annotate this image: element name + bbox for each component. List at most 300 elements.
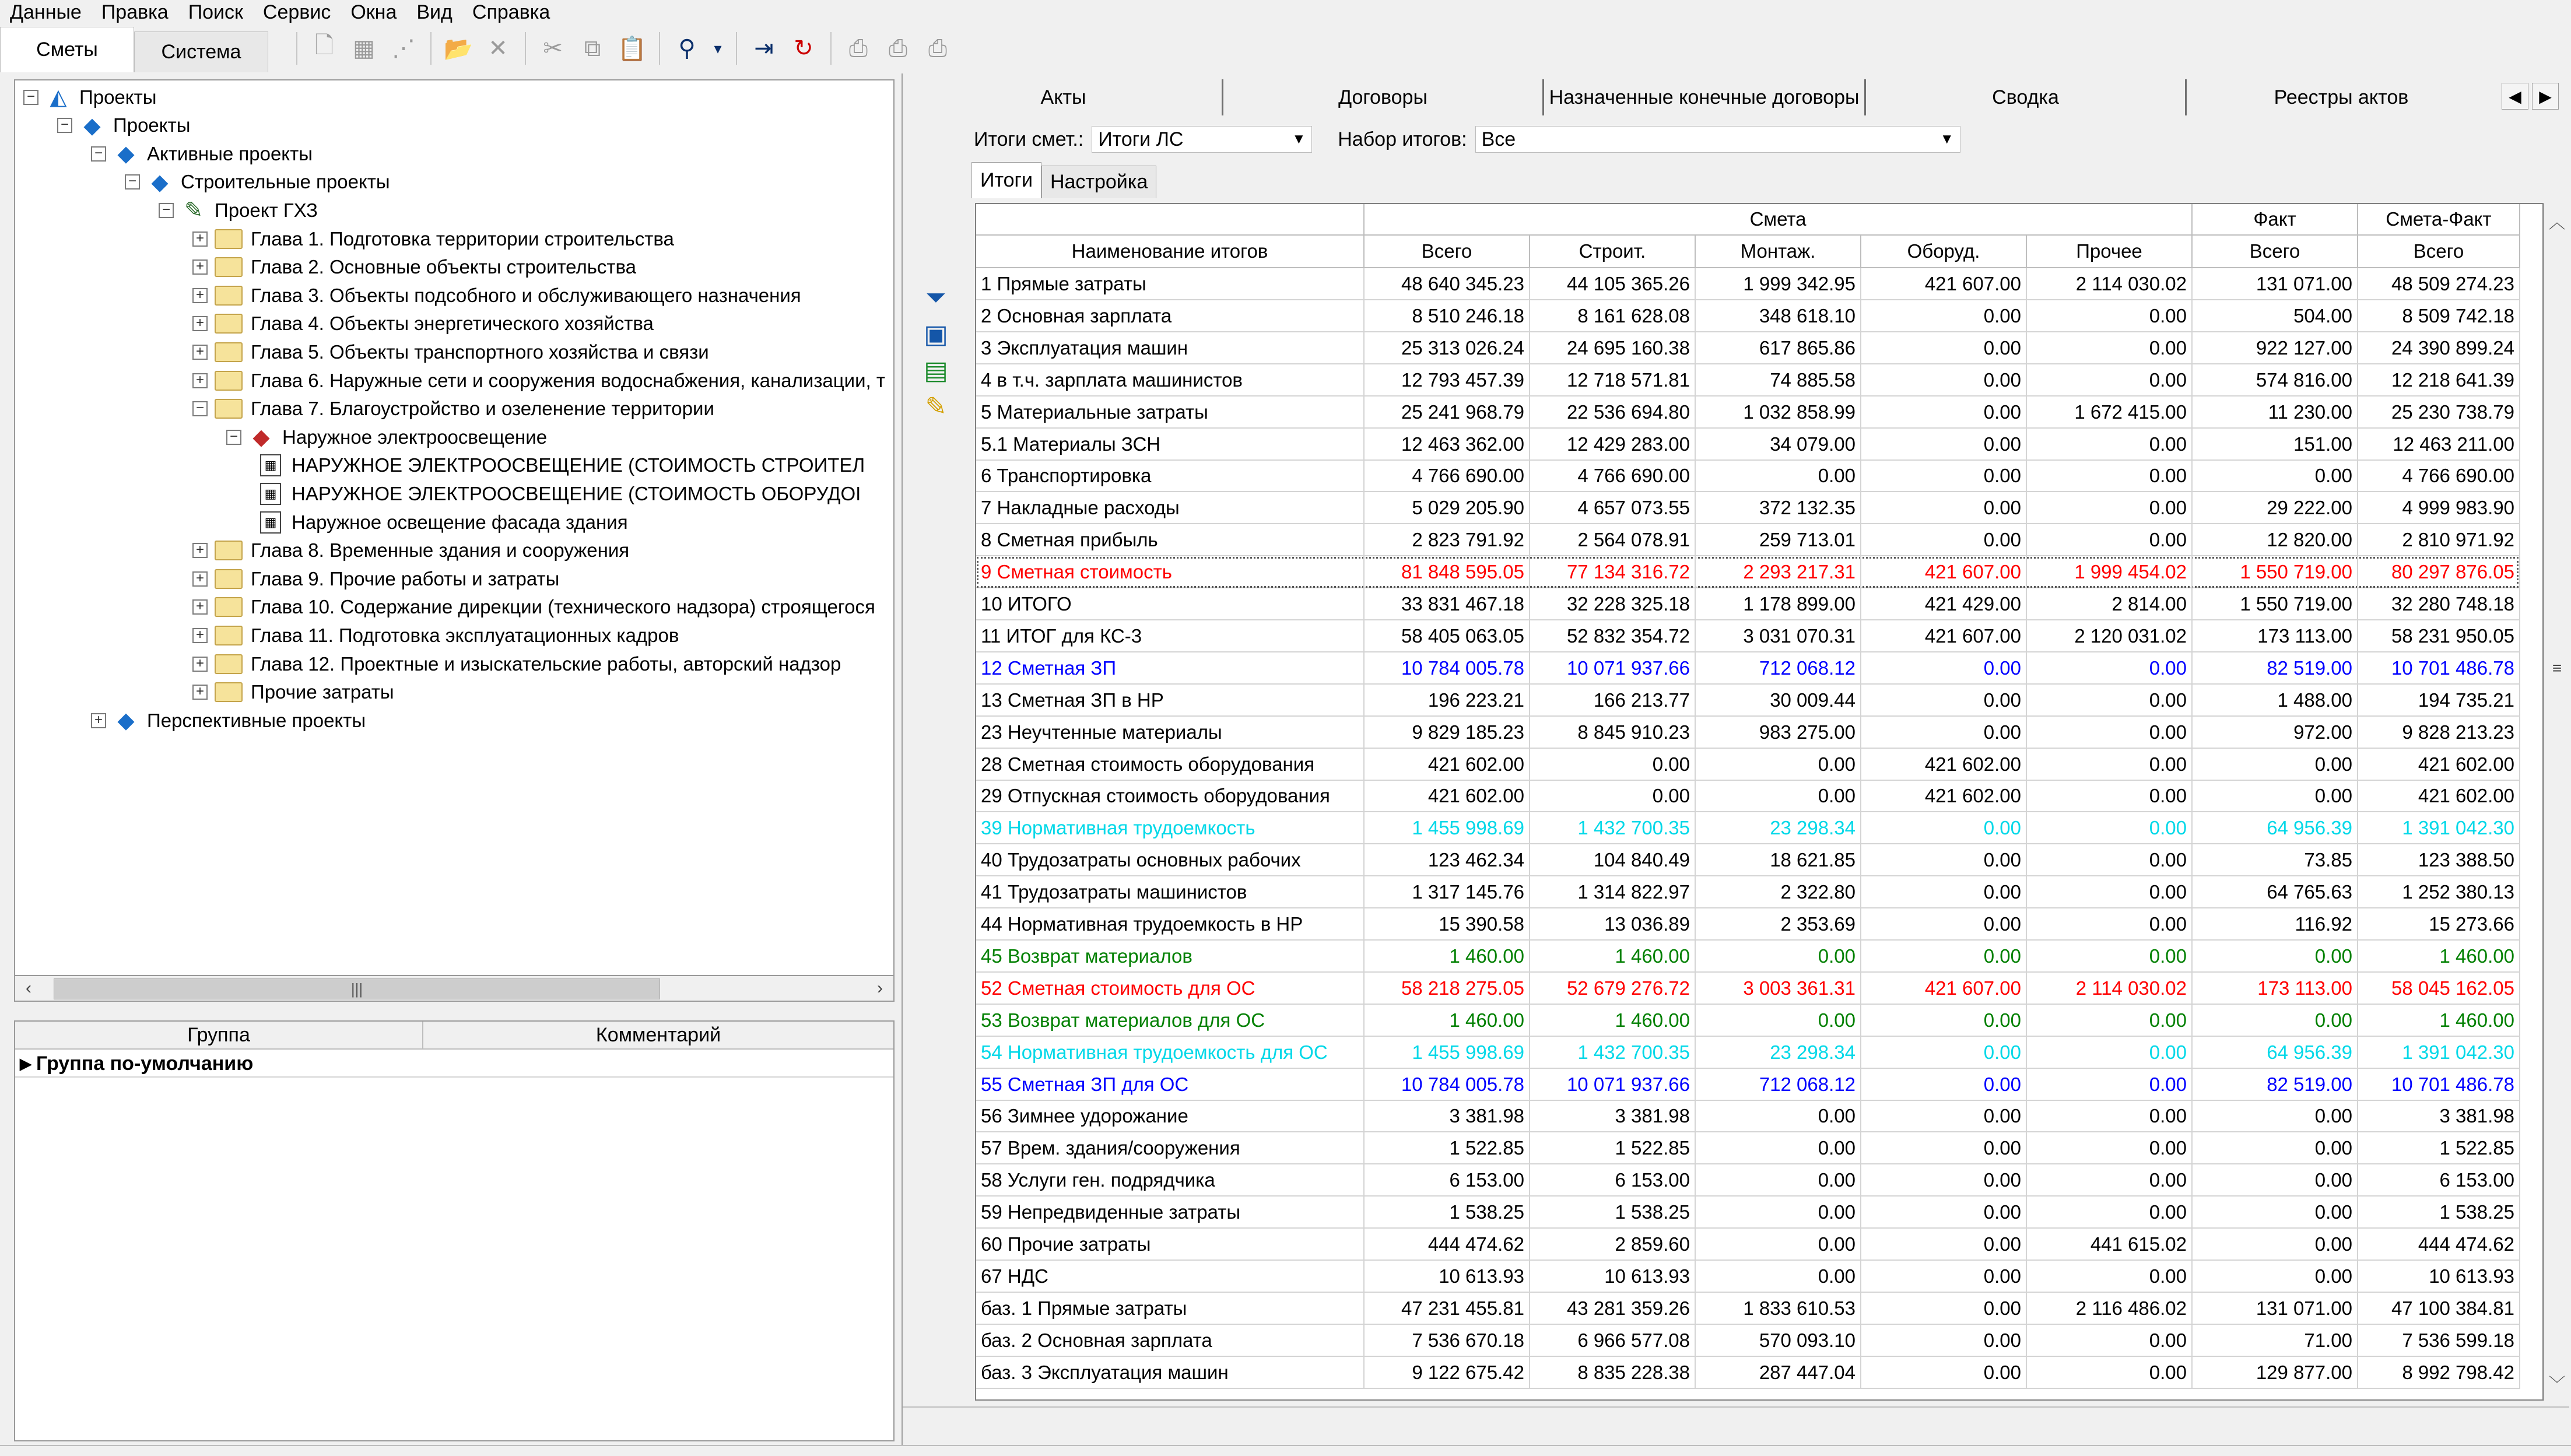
group-column-header[interactable]: Группа — [15, 1022, 423, 1050]
value-cell[interactable]: 0.00 — [1861, 941, 2027, 973]
tree-icon[interactable]: ⋰ — [392, 36, 415, 61]
value-cell[interactable]: 64 765.63 — [2193, 876, 2358, 908]
menu-item-6[interactable]: Справка — [472, 1, 550, 23]
value-cell[interactable]: 1 460.00 — [1530, 941, 1696, 973]
row-name-cell[interactable]: 28 Сметная стоимость оборудования — [976, 749, 1365, 781]
expand-icon[interactable]: + — [192, 657, 208, 672]
value-cell[interactable]: 1 314 822.97 — [1530, 876, 1696, 908]
column-header[interactable]: Всего — [1365, 236, 1530, 268]
table-row[interactable] — [976, 1325, 2519, 1357]
table-row[interactable] — [976, 332, 2519, 364]
collapse-icon[interactable]: − — [23, 90, 38, 105]
row-name-cell[interactable]: 59 Непредвиденные затраты — [976, 1197, 1365, 1229]
column-header[interactable]: Всего — [2193, 236, 2358, 268]
value-cell[interactable]: 10 071 937.66 — [1530, 652, 1696, 685]
value-cell[interactable]: 0.00 — [1861, 685, 2027, 717]
value-cell[interactable]: 1 522.85 — [1365, 1132, 1530, 1164]
value-cell[interactable]: 0.00 — [1861, 492, 2027, 524]
value-cell[interactable]: 0.00 — [2193, 780, 2358, 812]
value-cell[interactable]: 10 613.93 — [1530, 1261, 1696, 1293]
value-cell[interactable]: 6 153.00 — [1365, 1164, 1530, 1197]
value-cell[interactable]: 712 068.12 — [1696, 652, 1861, 685]
value-cell[interactable]: 0.00 — [2027, 1005, 2193, 1037]
value-cell[interactable]: 441 615.02 — [2027, 1229, 2193, 1261]
value-cell[interactable]: 0.00 — [2027, 1325, 2193, 1357]
value-cell[interactable]: 1 460.00 — [2358, 941, 2520, 973]
collapse-icon[interactable]: − — [192, 401, 208, 416]
value-cell[interactable]: 4 657 073.55 — [1530, 492, 1696, 524]
value-cell[interactable]: 47 100 384.81 — [2358, 1293, 2520, 1325]
tree-node[interactable] — [57, 111, 190, 140]
value-cell[interactable]: 0.00 — [2193, 460, 2358, 492]
value-cell[interactable]: 6 153.00 — [1530, 1164, 1696, 1197]
table-row[interactable] — [976, 524, 2519, 556]
value-cell[interactable]: 5 029 205.90 — [1365, 492, 1530, 524]
tab-akty[interactable]: Акты — [905, 79, 1223, 115]
value-cell[interactable]: 0.00 — [1696, 1197, 1861, 1229]
row-name-cell[interactable]: баз. 2 Основная зарплата — [976, 1325, 1365, 1357]
table-row[interactable] — [976, 685, 2519, 717]
value-cell[interactable]: 0.00 — [2027, 685, 2193, 717]
value-cell[interactable]: 1 522.85 — [2358, 1132, 2520, 1164]
value-cell[interactable]: 1 460.00 — [1365, 941, 1530, 973]
value-cell[interactable]: 0.00 — [1861, 1100, 2027, 1132]
value-cell[interactable]: 0.00 — [1861, 332, 2027, 364]
row-name-cell[interactable]: 13 Сметная ЗП в НР — [976, 685, 1365, 717]
table-row[interactable] — [976, 300, 2519, 332]
row-name-cell[interactable]: 29 Отпускная стоимость оборудования — [976, 780, 1365, 812]
value-cell[interactable]: 9 828 213.23 — [2358, 717, 2520, 749]
value-cell[interactable]: 43 281 359.26 — [1530, 1293, 1696, 1325]
value-cell[interactable]: 421 429.00 — [1861, 588, 2027, 620]
expand-icon[interactable]: + — [192, 543, 208, 558]
row-name-cell[interactable]: 5 Материальные затраты — [976, 397, 1365, 429]
value-cell[interactable]: 58 405 063.05 — [1365, 620, 1530, 652]
cut-icon[interactable]: ✂ — [543, 36, 563, 61]
table-row[interactable] — [976, 973, 2519, 1005]
value-cell[interactable]: 1 455 998.69 — [1365, 1037, 1530, 1069]
table-row[interactable] — [976, 492, 2519, 524]
value-cell[interactable]: 574 816.00 — [2193, 364, 2358, 397]
table-row[interactable] — [976, 429, 2519, 461]
value-cell[interactable]: 0.00 — [1696, 1100, 1861, 1132]
value-cell[interactable]: 6 153.00 — [2358, 1164, 2520, 1197]
grid-icon[interactable]: ▦ — [353, 36, 375, 61]
expand-icon[interactable]: + — [192, 259, 208, 275]
value-cell[interactable]: 3 003 361.31 — [1696, 973, 1861, 1005]
value-cell[interactable]: 0.00 — [2027, 460, 2193, 492]
table-row[interactable] — [976, 1164, 2519, 1197]
value-cell[interactable]: 0.00 — [1861, 717, 2027, 749]
value-cell[interactable]: 0.00 — [1696, 780, 1861, 812]
value-cell[interactable]: 0.00 — [2193, 1100, 2358, 1132]
value-cell[interactable]: 123 388.50 — [2358, 844, 2520, 876]
value-cell[interactable]: 0.00 — [2027, 364, 2193, 397]
value-cell[interactable]: 421 602.00 — [1861, 749, 2027, 781]
table-row[interactable] — [976, 1197, 2519, 1229]
value-cell[interactable]: 1 538.25 — [1530, 1197, 1696, 1229]
value-cell[interactable]: 173 113.00 — [2193, 973, 2358, 1005]
tree-node[interactable] — [260, 451, 865, 480]
menu-item-2[interactable]: Поиск — [188, 1, 243, 23]
refresh-icon[interactable]: ↻ — [794, 36, 813, 61]
value-cell[interactable]: 0.00 — [2027, 1037, 2193, 1069]
columns-icon[interactable]: ▣ — [924, 320, 948, 349]
value-cell[interactable]: 2 116 486.02 — [2027, 1293, 2193, 1325]
collapse-icon[interactable]: − — [226, 430, 241, 445]
value-cell[interactable]: 1 999 454.02 — [2027, 556, 2193, 588]
value-cell[interactable]: 10 701 486.78 — [2358, 1069, 2520, 1101]
value-cell[interactable]: 32 228 325.18 — [1530, 588, 1696, 620]
value-cell[interactable]: 47 231 455.81 — [1365, 1293, 1530, 1325]
value-cell[interactable]: 1 999 342.95 — [1696, 268, 1861, 300]
tree-node[interactable] — [226, 423, 547, 451]
value-cell[interactable]: 0.00 — [2027, 1197, 2193, 1229]
row-name-cell[interactable]: 60 Прочие затраты — [976, 1229, 1365, 1261]
table-row[interactable] — [976, 1005, 2519, 1037]
value-cell[interactable]: 2 120 031.02 — [2027, 620, 2193, 652]
value-cell[interactable]: 0.00 — [1696, 1132, 1861, 1164]
value-cell[interactable]: 922 127.00 — [2193, 332, 2358, 364]
value-cell[interactable]: 421 602.00 — [1365, 780, 1530, 812]
value-cell[interactable]: 32 280 748.18 — [2358, 588, 2520, 620]
row-name-cell[interactable]: 2 Основная зарплата — [976, 300, 1365, 332]
value-cell[interactable]: 77 134 316.72 — [1530, 556, 1696, 588]
itogi-select[interactable] — [1092, 126, 1312, 153]
value-cell[interactable]: 0.00 — [2027, 1100, 2193, 1132]
value-cell[interactable]: 0.00 — [2027, 1261, 2193, 1293]
table-row[interactable] — [976, 1229, 2519, 1261]
value-cell[interactable]: 2 810 971.92 — [2358, 524, 2520, 556]
tab-svodka[interactable]: Сводка — [1866, 79, 2187, 115]
value-cell[interactable]: 0.00 — [2027, 717, 2193, 749]
value-cell[interactable]: 58 045 162.05 — [2358, 973, 2520, 1005]
value-cell[interactable]: 0.00 — [1861, 812, 2027, 844]
value-cell[interactable]: 166 213.77 — [1530, 685, 1696, 717]
export-icon[interactable]: ⇥ — [754, 36, 774, 61]
value-cell[interactable]: 48 640 345.23 — [1365, 268, 1530, 300]
tree-node[interactable] — [192, 678, 394, 707]
value-cell[interactable]: 12 718 571.81 — [1530, 364, 1696, 397]
value-cell[interactable]: 0.00 — [2027, 1357, 2193, 1389]
value-cell[interactable]: 1 391 042.30 — [2358, 1037, 2520, 1069]
column-header[interactable]: Всего — [2358, 236, 2520, 268]
print-icon[interactable]: ⎙ — [849, 35, 868, 61]
row-name-cell[interactable]: 58 Услуги ген. подрядчика — [976, 1164, 1365, 1197]
value-cell[interactable]: 1 833 610.53 — [1696, 1293, 1861, 1325]
expand-icon[interactable]: + — [192, 345, 208, 360]
value-cell[interactable]: 0.00 — [1861, 1261, 2027, 1293]
value-cell[interactable]: 48 509 274.23 — [2358, 268, 2520, 300]
group-row[interactable] — [15, 1051, 893, 1078]
expand-icon[interactable]: + — [192, 316, 208, 331]
menu-item-3[interactable]: Сервис — [262, 1, 331, 23]
value-cell[interactable]: 12 218 641.39 — [2358, 364, 2520, 397]
value-cell[interactable]: 1 550 719.00 — [2193, 556, 2358, 588]
value-cell[interactable]: 0.00 — [1696, 749, 1861, 781]
value-cell[interactable]: 0.00 — [1861, 1325, 2027, 1357]
value-cell[interactable]: 9 122 675.42 — [1365, 1357, 1530, 1389]
table-row[interactable] — [976, 876, 2519, 908]
tree-node[interactable] — [192, 593, 875, 622]
value-cell[interactable]: 194 735.21 — [2358, 685, 2520, 717]
value-cell[interactable]: 58 231 950.05 — [2358, 620, 2520, 652]
value-cell[interactable]: 9 829 185.23 — [1365, 717, 1530, 749]
row-name-cell[interactable]: 7 Накладные расходы — [976, 492, 1365, 524]
value-cell[interactable]: 1 522.85 — [1530, 1132, 1696, 1164]
value-cell[interactable]: 372 132.35 — [1696, 492, 1861, 524]
value-cell[interactable]: 0.00 — [1861, 1037, 2027, 1069]
column-header[interactable]: Прочее — [2027, 236, 2193, 268]
value-cell[interactable]: 10 784 005.78 — [1365, 652, 1530, 685]
value-cell[interactable]: 1 460.00 — [1365, 1005, 1530, 1037]
value-cell[interactable]: 0.00 — [2193, 1132, 2358, 1164]
value-cell[interactable]: 25 230 738.79 — [2358, 397, 2520, 429]
value-cell[interactable]: 0.00 — [2027, 812, 2193, 844]
value-cell[interactable]: 29 222.00 — [2193, 492, 2358, 524]
table-row[interactable] — [976, 780, 2519, 812]
expand-icon[interactable]: + — [91, 713, 106, 728]
row-name-cell[interactable]: 1 Прямые затраты — [976, 268, 1365, 300]
value-cell[interactable]: 2 114 030.02 — [2027, 973, 2193, 1005]
tab-sistema[interactable]: Система — [134, 31, 268, 72]
value-cell[interactable]: 12 463 362.00 — [1365, 429, 1530, 461]
value-cell[interactable]: 1 317 145.76 — [1365, 876, 1530, 908]
value-cell[interactable]: 983 275.00 — [1696, 717, 1861, 749]
value-cell[interactable]: 34 079.00 — [1696, 429, 1861, 461]
table-row[interactable] — [976, 1293, 2519, 1325]
column-header[interactable]: Наименование итогов — [976, 236, 1365, 268]
value-cell[interactable]: 0.00 — [2027, 749, 2193, 781]
value-cell[interactable]: 0.00 — [1861, 908, 2027, 941]
row-name-cell[interactable]: 41 Трудозатраты машинистов — [976, 876, 1365, 908]
value-cell[interactable]: 0.00 — [2027, 1132, 2193, 1164]
value-cell[interactable]: 0.00 — [2193, 1005, 2358, 1037]
value-cell[interactable]: 52 679 276.72 — [1530, 973, 1696, 1005]
value-cell[interactable]: 0.00 — [2027, 941, 2193, 973]
tree-node[interactable] — [91, 139, 313, 168]
value-cell[interactable]: 421 602.00 — [2358, 749, 2520, 781]
row-name-cell[interactable]: 6 Транспортировка — [976, 460, 1365, 492]
table-row[interactable] — [976, 1261, 2519, 1293]
value-cell[interactable]: 25 241 968.79 — [1365, 397, 1530, 429]
value-cell[interactable]: 7 536 670.18 — [1365, 1325, 1530, 1357]
menu-item-1[interactable]: Правка — [101, 1, 169, 23]
row-name-cell[interactable]: баз. 1 Прямые затраты — [976, 1293, 1365, 1325]
tree-horizontal-scrollbar[interactable] — [14, 975, 895, 1002]
value-cell[interactable]: 3 031 070.31 — [1696, 620, 1861, 652]
value-cell[interactable]: 196 223.21 — [1365, 685, 1530, 717]
menu-item-4[interactable]: Окна — [350, 1, 397, 23]
expand-icon[interactable]: + — [192, 373, 208, 388]
expand-icon[interactable]: + — [192, 685, 208, 700]
value-cell[interactable]: 25 313 026.24 — [1365, 332, 1530, 364]
value-cell[interactable]: 10 701 486.78 — [2358, 652, 2520, 685]
value-cell[interactable]: 2 114 030.02 — [2027, 268, 2193, 300]
scroll-left-icon[interactable]: ‹ — [26, 978, 31, 998]
value-cell[interactable]: 22 536 694.80 — [1530, 397, 1696, 429]
value-cell[interactable]: 348 618.10 — [1696, 300, 1861, 332]
value-cell[interactable]: 421 607.00 — [1861, 973, 2027, 1005]
group-header-smeta-fakt[interactable]: Смета-Факт — [2358, 204, 2520, 236]
value-cell[interactable]: 0.00 — [1861, 1197, 2027, 1229]
value-cell[interactable]: 12 820.00 — [2193, 524, 2358, 556]
tab-next-icon[interactable]: ▶ — [2532, 83, 2559, 110]
table-row[interactable] — [976, 941, 2519, 973]
collapse-icon[interactable]: − — [91, 146, 106, 162]
value-cell[interactable]: 0.00 — [2193, 1164, 2358, 1197]
value-cell[interactable]: 15 273.66 — [2358, 908, 2520, 941]
table-row[interactable] — [976, 620, 2519, 652]
value-cell[interactable]: 4 766 690.00 — [1530, 460, 1696, 492]
table-row[interactable] — [976, 268, 2519, 300]
value-cell[interactable]: 0.00 — [1861, 1357, 2027, 1389]
menu-item-0[interactable]: Данные — [10, 1, 82, 23]
value-cell[interactable]: 0.00 — [1696, 1261, 1861, 1293]
value-cell[interactable]: 0.00 — [1861, 652, 2027, 685]
table-row[interactable] — [976, 1132, 2519, 1164]
value-cell[interactable]: 0.00 — [2027, 300, 2193, 332]
tab-itogi[interactable]: Итоги — [971, 162, 1041, 198]
value-cell[interactable]: 421 607.00 — [1861, 620, 2027, 652]
table-row[interactable] — [976, 1357, 2519, 1389]
value-cell[interactable]: 0.00 — [2193, 941, 2358, 973]
value-cell[interactable]: 80 297 876.05 — [2358, 556, 2520, 588]
tree-node[interactable] — [23, 83, 156, 111]
value-cell[interactable]: 0.00 — [1861, 1132, 2027, 1164]
value-cell[interactable]: 10 613.93 — [1365, 1261, 1530, 1293]
value-cell[interactable]: 0.00 — [1530, 749, 1696, 781]
value-cell[interactable]: 64 956.39 — [2193, 1037, 2358, 1069]
expand-icon[interactable]: + — [192, 628, 208, 643]
value-cell[interactable]: 0.00 — [1861, 1229, 2027, 1261]
value-cell[interactable]: 13 036.89 — [1530, 908, 1696, 941]
value-cell[interactable]: 504.00 — [2193, 300, 2358, 332]
tree-node[interactable] — [125, 168, 390, 197]
row-name-cell[interactable]: 55 Сметная ЗП для ОС — [976, 1069, 1365, 1101]
value-cell[interactable]: 1 538.25 — [2358, 1197, 2520, 1229]
value-cell[interactable]: 4 999 983.90 — [2358, 492, 2520, 524]
value-cell[interactable]: 444 474.62 — [2358, 1229, 2520, 1261]
value-cell[interactable]: 0.00 — [2027, 492, 2193, 524]
value-cell[interactable]: 8 161 628.08 — [1530, 300, 1696, 332]
value-cell[interactable]: 0.00 — [2027, 524, 2193, 556]
tree-node[interactable] — [192, 338, 709, 366]
value-cell[interactable]: 0.00 — [2027, 1069, 2193, 1101]
scroll-up-icon[interactable]: ︿ — [2548, 213, 2565, 231]
export-excel-icon[interactable]: ▤ — [924, 356, 948, 385]
value-cell[interactable]: 0.00 — [2027, 1164, 2193, 1197]
tab-smety[interactable]: Сметы — [0, 27, 134, 72]
value-cell[interactable]: 104 840.49 — [1530, 844, 1696, 876]
row-name-cell[interactable]: 57 Врем. здания/сооружения — [976, 1132, 1365, 1164]
value-cell[interactable]: 23 298.34 — [1696, 1037, 1861, 1069]
value-cell[interactable]: 12 463 211.00 — [2358, 429, 2520, 461]
table-row[interactable] — [976, 1069, 2519, 1101]
value-cell[interactable]: 0.00 — [1861, 844, 2027, 876]
column-header[interactable]: Оборуд. — [1861, 236, 2027, 268]
value-cell[interactable]: 972.00 — [2193, 717, 2358, 749]
copy-icon[interactable]: ⧉ — [584, 35, 601, 61]
value-cell[interactable]: 8 835 228.38 — [1530, 1357, 1696, 1389]
row-name-cell[interactable]: 9 Сметная стоимость — [976, 556, 1365, 588]
table-row[interactable] — [976, 812, 2519, 844]
table-row[interactable] — [976, 749, 2519, 781]
column-header[interactable]: Монтаж. — [1696, 236, 1861, 268]
value-cell[interactable]: 0.00 — [2027, 876, 2193, 908]
value-cell[interactable]: 64 956.39 — [2193, 812, 2358, 844]
filter-icon[interactable]: ⏷ — [925, 283, 946, 312]
tree-node[interactable] — [192, 310, 654, 338]
expand-icon[interactable]: + — [192, 599, 208, 615]
value-cell[interactable]: 1 672 415.00 — [2027, 397, 2193, 429]
value-cell[interactable]: 10 071 937.66 — [1530, 1069, 1696, 1101]
value-cell[interactable]: 421 602.00 — [2358, 780, 2520, 812]
value-cell[interactable]: 1 032 858.99 — [1696, 397, 1861, 429]
expand-icon[interactable]: + — [192, 571, 208, 587]
value-cell[interactable]: 8 510 246.18 — [1365, 300, 1530, 332]
value-cell[interactable]: 2 859.60 — [1530, 1229, 1696, 1261]
value-cell[interactable]: 11 230.00 — [2193, 397, 2358, 429]
row-name-cell[interactable]: 5.1 Материалы ЗСН — [976, 429, 1365, 461]
value-cell[interactable]: 0.00 — [2027, 844, 2193, 876]
value-cell[interactable]: 2 322.80 — [1696, 876, 1861, 908]
value-cell[interactable]: 0.00 — [2193, 1229, 2358, 1261]
value-cell[interactable]: 1 432 700.35 — [1530, 812, 1696, 844]
value-cell[interactable]: 173 113.00 — [2193, 620, 2358, 652]
row-name-cell[interactable]: 39 Нормативная трудоемкость — [976, 812, 1365, 844]
row-name-cell[interactable]: 52 Сметная стоимость для ОС — [976, 973, 1365, 1005]
collapse-icon[interactable]: − — [159, 203, 174, 218]
row-name-cell[interactable]: баз. 3 Эксплуатация машин — [976, 1357, 1365, 1389]
value-cell[interactable]: 287 447.04 — [1696, 1357, 1861, 1389]
value-cell[interactable]: 73.85 — [2193, 844, 2358, 876]
value-cell[interactable]: 617 865.86 — [1696, 332, 1861, 364]
value-cell[interactable]: 0.00 — [1861, 1164, 2027, 1197]
value-cell[interactable]: 2 823 791.92 — [1365, 524, 1530, 556]
table-row[interactable] — [976, 460, 2519, 492]
value-cell[interactable]: 24 390 899.24 — [2358, 332, 2520, 364]
tree-node[interactable] — [159, 196, 318, 224]
value-cell[interactable]: 18 621.85 — [1696, 844, 1861, 876]
value-cell[interactable]: 259 713.01 — [1696, 524, 1861, 556]
value-cell[interactable]: 1 178 899.00 — [1696, 588, 1861, 620]
value-cell[interactable]: 1 455 998.69 — [1365, 812, 1530, 844]
row-name-cell[interactable]: 67 НДС — [976, 1261, 1365, 1293]
value-cell[interactable]: 10 613.93 — [2358, 1261, 2520, 1293]
value-cell[interactable]: 82 519.00 — [2193, 1069, 2358, 1101]
value-cell[interactable]: 2 293 217.31 — [1696, 556, 1861, 588]
value-cell[interactable]: 712 068.12 — [1696, 1069, 1861, 1101]
value-cell[interactable]: 129 877.00 — [2193, 1357, 2358, 1389]
table-row[interactable] — [976, 364, 2519, 397]
value-cell[interactable]: 82 519.00 — [2193, 652, 2358, 685]
row-name-cell[interactable]: 53 Возврат материалов для ОС — [976, 1005, 1365, 1037]
value-cell[interactable]: 1 550 719.00 — [2193, 588, 2358, 620]
paste-icon[interactable]: 📋 — [618, 36, 647, 62]
value-cell[interactable]: 0.00 — [1861, 1293, 2027, 1325]
value-cell[interactable]: 421 607.00 — [1861, 268, 2027, 300]
value-cell[interactable]: 1 252 380.13 — [2358, 876, 2520, 908]
group-header-smeta[interactable]: Смета — [1365, 204, 2193, 236]
print-setup-icon[interactable]: ⎙ — [928, 35, 947, 61]
value-cell[interactable]: 0.00 — [1696, 460, 1861, 492]
value-cell[interactable]: 116.92 — [2193, 908, 2358, 941]
value-cell[interactable]: 131 071.00 — [2193, 268, 2358, 300]
tree-node[interactable] — [91, 706, 366, 735]
value-cell[interactable]: 2 564 078.91 — [1530, 524, 1696, 556]
value-cell[interactable]: 52 832 354.72 — [1530, 620, 1696, 652]
